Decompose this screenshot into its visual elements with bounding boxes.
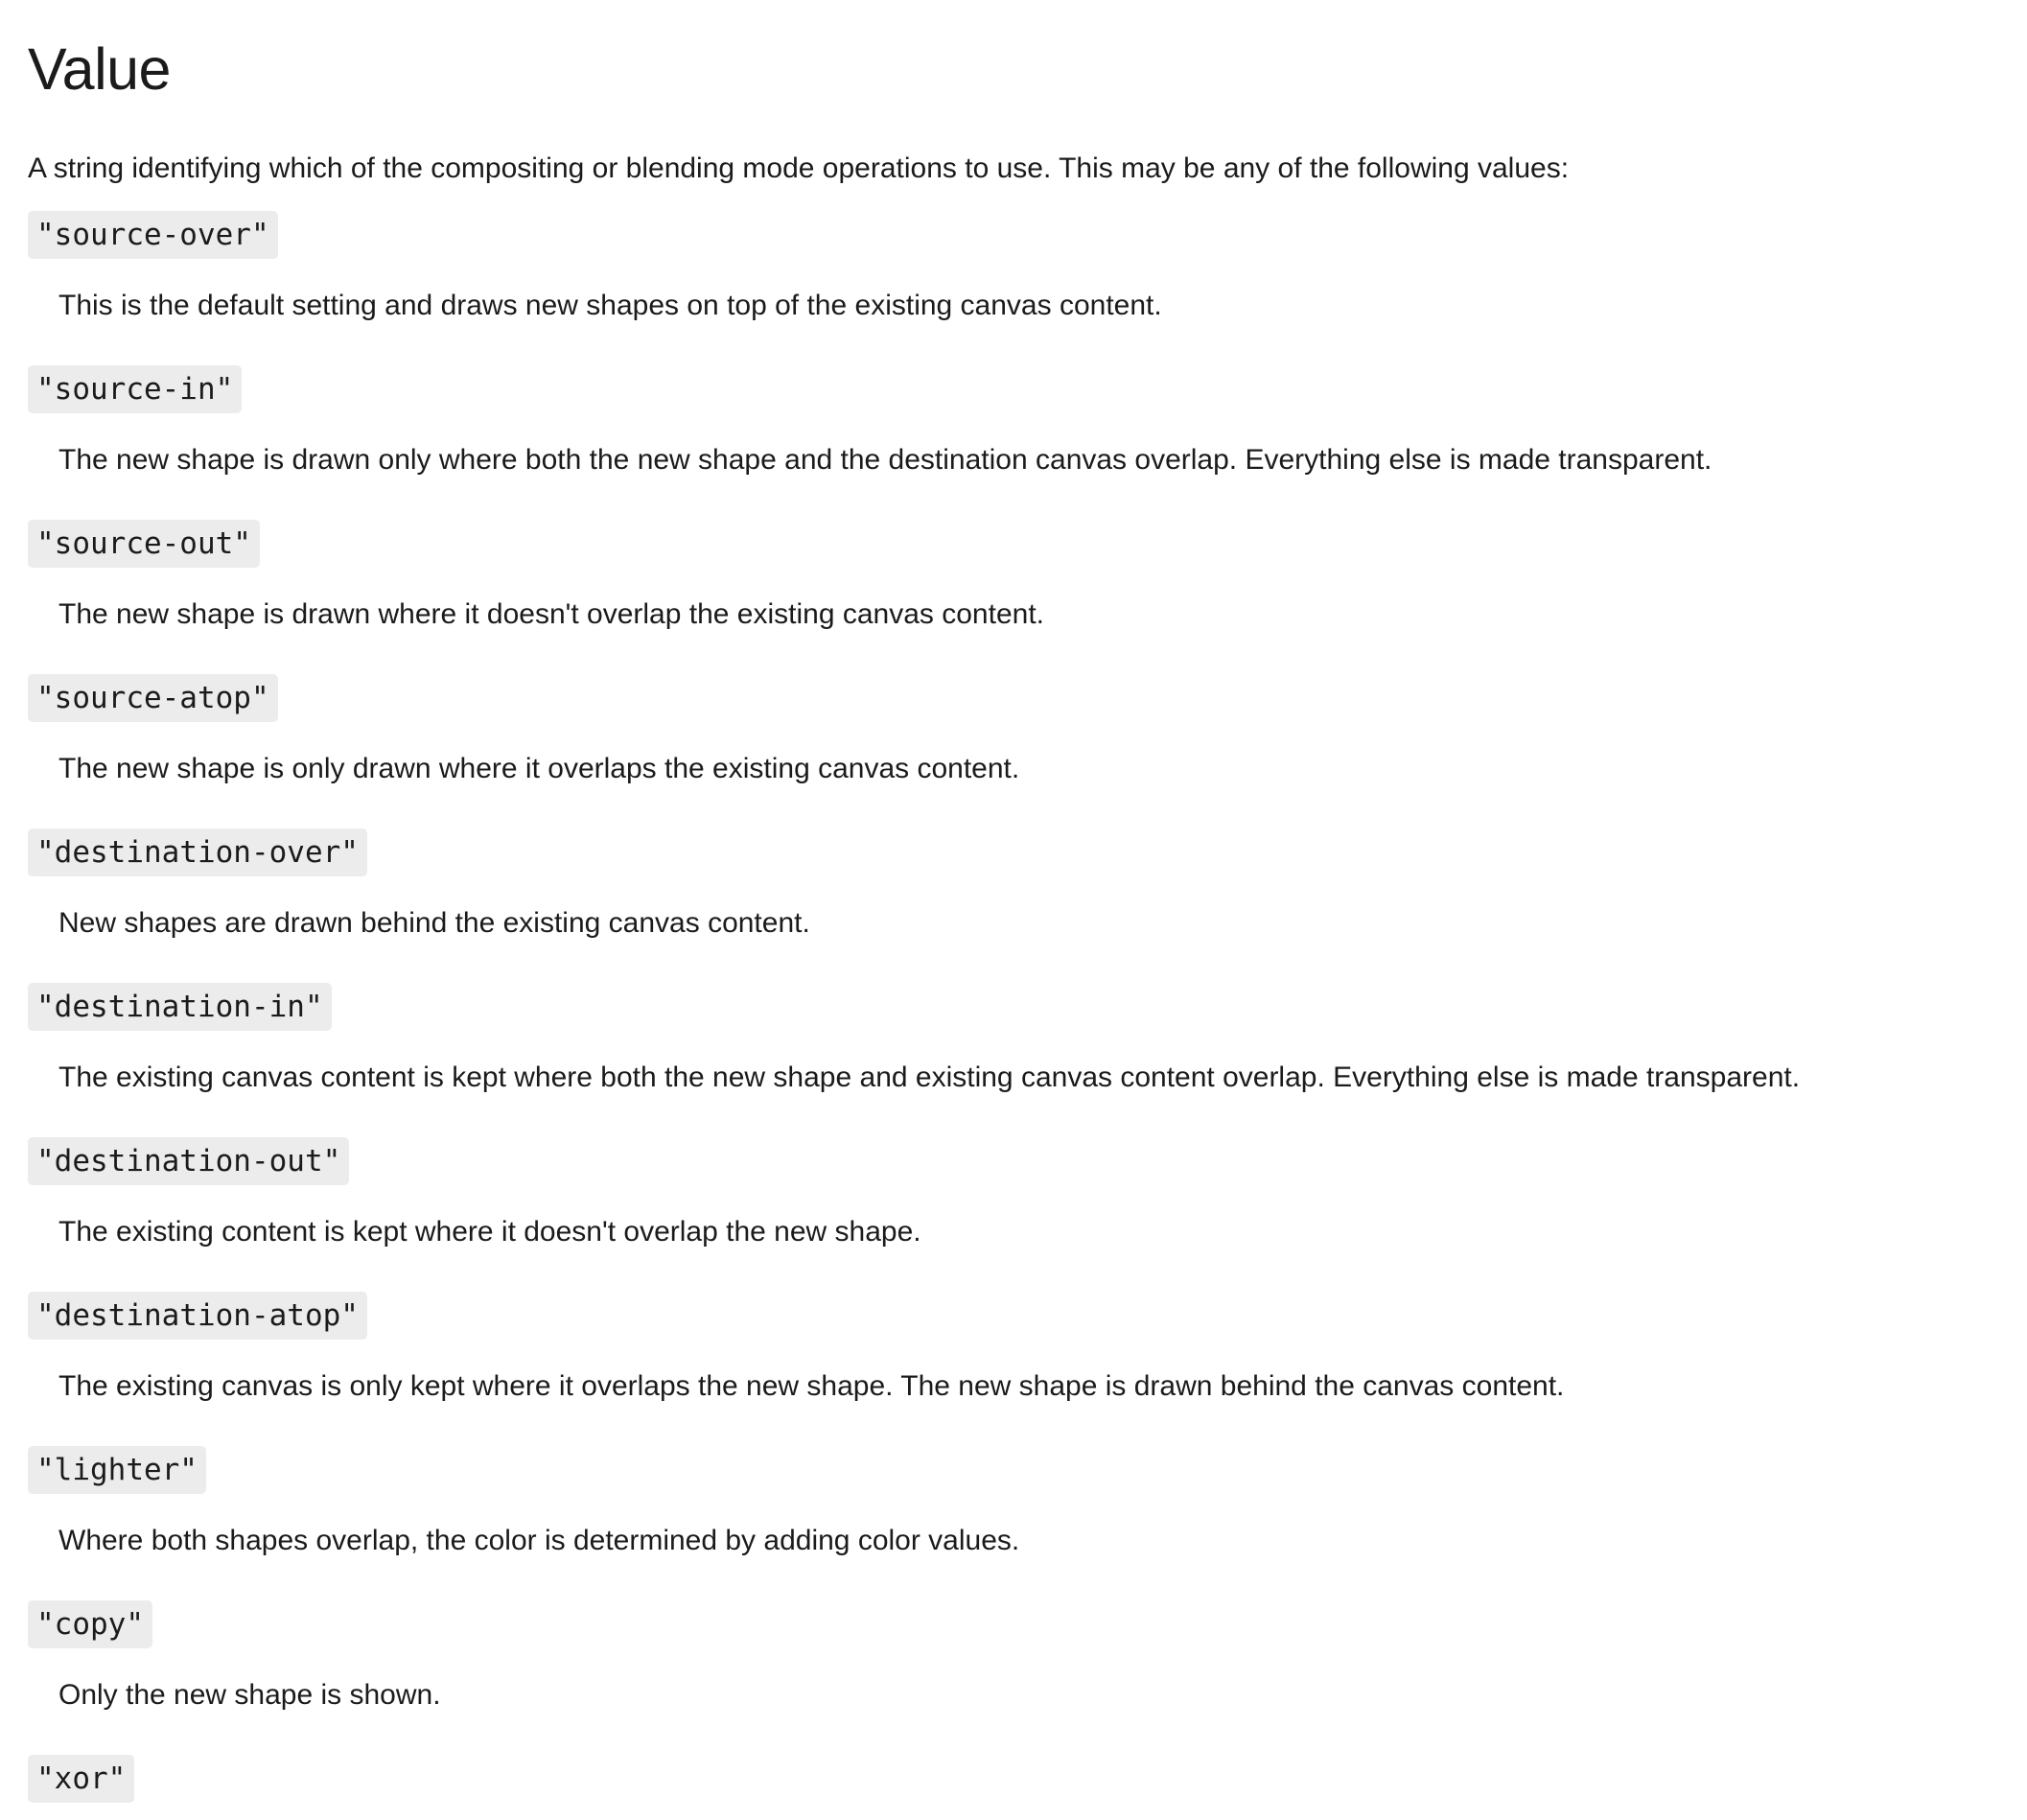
value-description: The existing canvas is only kept where it overlaps the new shape. The new shape is drawn behind the canvas content. [58, 1370, 1565, 1402]
value-entry [28, 1600, 2027, 1755]
value-code: "source-in" [28, 365, 242, 413]
value-entry [28, 1755, 2027, 1820]
value-list [28, 211, 2027, 1820]
value-code: "xor" [28, 1755, 134, 1803]
value-code: "destination-out" [28, 1137, 349, 1185]
value-term [28, 520, 2027, 570]
value-description: The new shape is only drawn where it overlaps the existing canvas content. [58, 753, 1020, 784]
value-term [28, 1600, 2027, 1650]
value-term [28, 1137, 2027, 1187]
value-code: "source-atop" [28, 674, 278, 722]
value-entry [28, 1292, 2027, 1446]
value-code: "destination-in" [28, 983, 332, 1031]
value-description: The existing content is kept where it doesn't overlap the new shape. [58, 1216, 921, 1248]
value-description: Only the new shape is shown. [58, 1679, 441, 1711]
value-description: The existing canvas content is kept where both the new shape and existing canvas content overlap. Everything else is made transparent. [58, 1062, 1801, 1093]
value-description: New shapes are drawn behind the existing canvas content. [58, 907, 810, 939]
value-code: "destination-over" [28, 828, 367, 876]
value-code: "source-over" [28, 211, 278, 259]
value-description: This is the default setting and draws new shapes on top of the existing canvas content. [58, 290, 1162, 321]
value-term [28, 1292, 2027, 1342]
value-code: "source-out" [28, 520, 260, 568]
page-title: Value [28, 36, 171, 102]
value-entry [28, 520, 2027, 674]
value-term [28, 1755, 2027, 1805]
value-description: The new shape is drawn only where both the new shape and the destination canvas overlap. Everything else is made transparent. [58, 444, 1712, 476]
value-code: "destination-atop" [28, 1292, 367, 1340]
value-entry [28, 828, 2027, 983]
value-description: Where both shapes overlap, the color is determined by adding color values. [58, 1525, 1020, 1556]
value-entry [28, 365, 2027, 520]
value-term [28, 1446, 2027, 1496]
value-term [28, 983, 2027, 1033]
intro-paragraph: A string identifying which of the compositing or blending mode operations to use. This may be any of the following values: [28, 152, 1570, 184]
value-entry [28, 1446, 2027, 1600]
value-term [28, 365, 2027, 415]
value-entry [28, 1137, 2027, 1292]
value-term [28, 674, 2027, 724]
value-code: "copy" [28, 1600, 152, 1648]
value-code: "lighter" [28, 1446, 206, 1494]
value-entry [28, 674, 2027, 828]
value-term [28, 828, 2027, 878]
value-entry [28, 983, 2027, 1137]
value-term [28, 211, 2027, 261]
value-description: The new shape is drawn where it doesn't overlap the existing canvas content. [58, 598, 1044, 630]
value-entry [28, 211, 2027, 365]
